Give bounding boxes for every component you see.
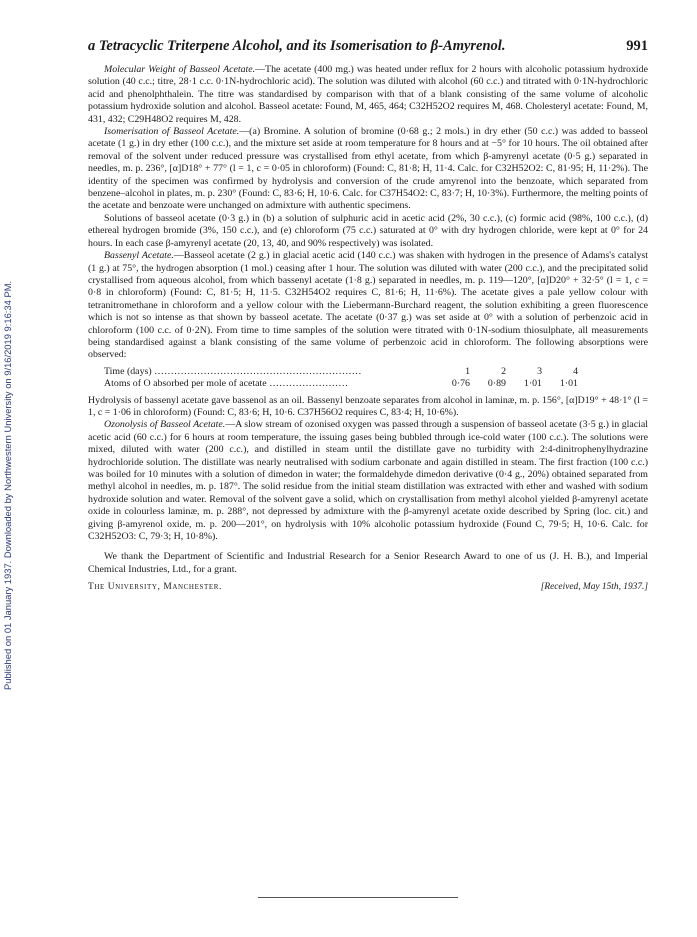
table-row bbox=[104, 366, 648, 378]
row-label: Atoms of O absorbed per mole of acetate …………………… bbox=[104, 378, 349, 390]
paragraph-body: Solutions of basseol acetate (0·3 g.) in (b) a solution of sulphuric acid in acetic acid (2%, 30 c.c.), (c) formic acid (98%, 100 c.c.), (d) ethereal hydrogen bromide (3%, 150 c.c.), and (e) chloroform (75 c.c.) saturated at 0° with dry hydrogen chloride, were kept at 0° for 24 hours. In each case β-amyrenyl acetate (20, 13, 40, and 90% respectively) was isolated. bbox=[88, 212, 648, 249]
page-content bbox=[88, 38, 648, 592]
table-cell: 3 bbox=[537, 365, 542, 377]
paragraph-hydrolysis bbox=[88, 395, 648, 420]
header-title: a Tetracyclic Triterpene Alcohol, and its Isomerisation to β-Amyrenol. bbox=[88, 38, 506, 54]
absorption-table bbox=[104, 366, 648, 391]
paragraph-molecular-weight bbox=[88, 64, 648, 126]
page-number: 991 bbox=[626, 38, 648, 54]
end-rule bbox=[258, 897, 458, 898]
paragraph-lead: Bassenyl Acetate. bbox=[104, 250, 174, 262]
paragraph-body: —A slow stream of ozonised oxygen was passed through a suspension of basseol acetate (3·5 g.) in glacial acetic acid (60 c.c.) for 6 hours at room temperature, the issuing gases being bubbled through ice-cold water (100 c.c.). The solutions were mixed, diluted with water (200 c.c.), and distilled in steam until the distillate gave no turbidity with 2:4-dinitrophenylhydrazine hydrochloride solution. The distillate was nearly neutralised with sodium carbonate and again distilled in steam. The first fraction (100 c.c.) was boiled for 10 minutes with a solution of dimedon in water; the formaldehyde dimedon derivative (0·4 g., 20%) obtained separated from methyl alcohol in needles, m. p. 187°. The solid residue from the initial steam distillation was extracted with ether and washed with sodium hydroxide solution and water. Removal of the solvent gave a solid, which on crystallisation from methyl alcohol yielded β-amyrenyl acetate oxide in colourless laminæ, m. p. 288°, not depressed by admixture with the β-amyrenyl acetate oxide described by Spring (loc. cit.) and giving β-amyrenol oxide, m. p. 200—201°, on hydrolysis with 10% alcoholic potassium hydroxide (Found C, 79·5; H, 10·6. Calc. for C32H52O3: C, 79·3; H, 10·8%). bbox=[88, 419, 649, 543]
paragraph-solutions bbox=[88, 213, 648, 250]
table-cell: 1·01 bbox=[559, 378, 578, 390]
table-cell: 4 bbox=[573, 365, 578, 377]
row-label: Time (days) ……………………………………………………… bbox=[104, 365, 362, 377]
running-header bbox=[88, 38, 648, 55]
table-cell: 1·01 bbox=[523, 378, 542, 390]
table-cell: 0·76 bbox=[451, 378, 470, 390]
affiliation: The University, Manchester. bbox=[88, 582, 222, 593]
paragraph-body: Hydrolysis of bassenyl acetate gave bassenol as an oil. Bassenyl benzoate separates from alcohol in laminæ, m. p. 156°, [α]D19° + 48·1° (l = 1, c = 1·06 in chloroform) (Found: C, 83·6; H, 10·6. C37H56O2 requires C, 83·4; H, 10·6%). bbox=[88, 394, 648, 418]
article-footer bbox=[88, 582, 648, 592]
paragraph-bassenyl-acetate bbox=[88, 250, 648, 362]
table-cell: 0·89 bbox=[487, 378, 506, 390]
paragraph-lead: Ozonolysis of Basseol Acetate. bbox=[104, 419, 226, 431]
paragraph-lead: Isomerisation of Basseol Acetate. bbox=[104, 126, 240, 138]
paragraph-isomerisation bbox=[88, 126, 648, 213]
table-cell: 2 bbox=[501, 365, 506, 377]
paragraph-body: —Basseol acetate (2 g.) in glacial acetic acid (140 c.c.) was shaken with hydrogen in the presence of Adams's catalyst (1 g.) at 75°, the hydrogen absorption (1 mol.) ceasing after 1 hour. The solution was diluted with water (200 c.c.), and the precipitated solid crystallised from aqueous alcohol, from which bassenyl acetate (1·8 g.) separated in needles, m. p. 119—120°, [α]D20° + 32·5° (l = 1, c = 0·8 in chloroform) (Found: C, 81·5; H, 11·5. C32H54O2 requires C, 81·6; H, 11·6%). The acetate gives a pale yellow colour with tetranitromethane in chloroform and a yellow colour with the Liebermann-Burchard reagent, the solution exhibiting a green fluorescence which is not so intense as that shown by basseol acetate. The acetate (0·37 g.) was set aside at 0° with a solution of perbenzoic acid in chloroform (100 c.c. of 0·2N). From time to time samples of the solution were titrated with 0·1N-sodium thiosulphate, all measurements being standardised against a blank consisting of the same volume of perbenzoic acid in chloroform. The following absorptions were observed: bbox=[88, 250, 648, 361]
paragraph-body: —The acetate (400 mg.) was heated under reflux for 2 hours with alcoholic potassium hydroxide solution (40 c.c.; titre, 28·1 c.c. 0·1N-hydrochloric acid). The solution was diluted with alcohol (60 c.c.) and titrated with 0·1N-hydrochloric acid and phenolphthalein. The titre was standardised by comparison with that of a blank consisting of the same volume of alcoholic potassium hydroxide solution and alcohol. Basseol acetate: Found, M, 465, 464; C32H52O2 requires M, 468. Cholesteryl acetate: Found, M, 431, 432; C29H48O2 requires M, 428. bbox=[88, 64, 648, 125]
publication-stamp-text: Published on 01 January 1937. Downloaded by Northwestern University on 9/16/2019 9:16:34 PM. bbox=[2, 280, 13, 690]
received-date: [Received, May 15th, 1937.] bbox=[540, 582, 648, 593]
table-cell: 1 bbox=[465, 365, 470, 377]
table-row bbox=[104, 378, 648, 390]
publication-stamp bbox=[2, 150, 18, 690]
paragraph-body: —(a) Bromine. A solution of bromine (0·68 g.; 2 mols.) in dry ether (50 c.c.) was added to basseol acetate (1 g.) in dry ether (100 c.c.), and the mixture set aside at room temperature for 8 hours and at −5° for 10 hours. The oil obtained after removal of the solvent under reduced pressure was crystallised from ethyl acetate, from which β-amyrenyl acetate (0·5 g.) separated in needles, m. p. 236°, [α]D18° + 77° (l = 1, c = 0·05 in chloroform) (Found: C, 81·8; H, 11·4. Calc. for C32H52O2: C, 81·95; H, 11·2%). The identity of the specimen was confirmed by hydrolysis and conversion of the crude amyrenol into the benzoate, which separated from benzene–alcohol in plates, m. p. 230° (Found: C, 83·6; H, 10·6. Calc. for C37H54O2: C, 83·7; H, 10·3%). Furthermore, the melting points of the acetate and benzoate were unchanged on admixture with authentic specimens. bbox=[88, 126, 648, 212]
acknowledgements: We thank the Department of Scientific and Industrial Research for a Senior Research Award to one of us (J. H. B.), and Imperial Chemical Industries, Ltd., for a grant. bbox=[88, 551, 648, 575]
paragraph-ozonolysis bbox=[88, 419, 648, 543]
paragraph-lead: Molecular Weight of Basseol Acetate. bbox=[104, 64, 256, 75]
